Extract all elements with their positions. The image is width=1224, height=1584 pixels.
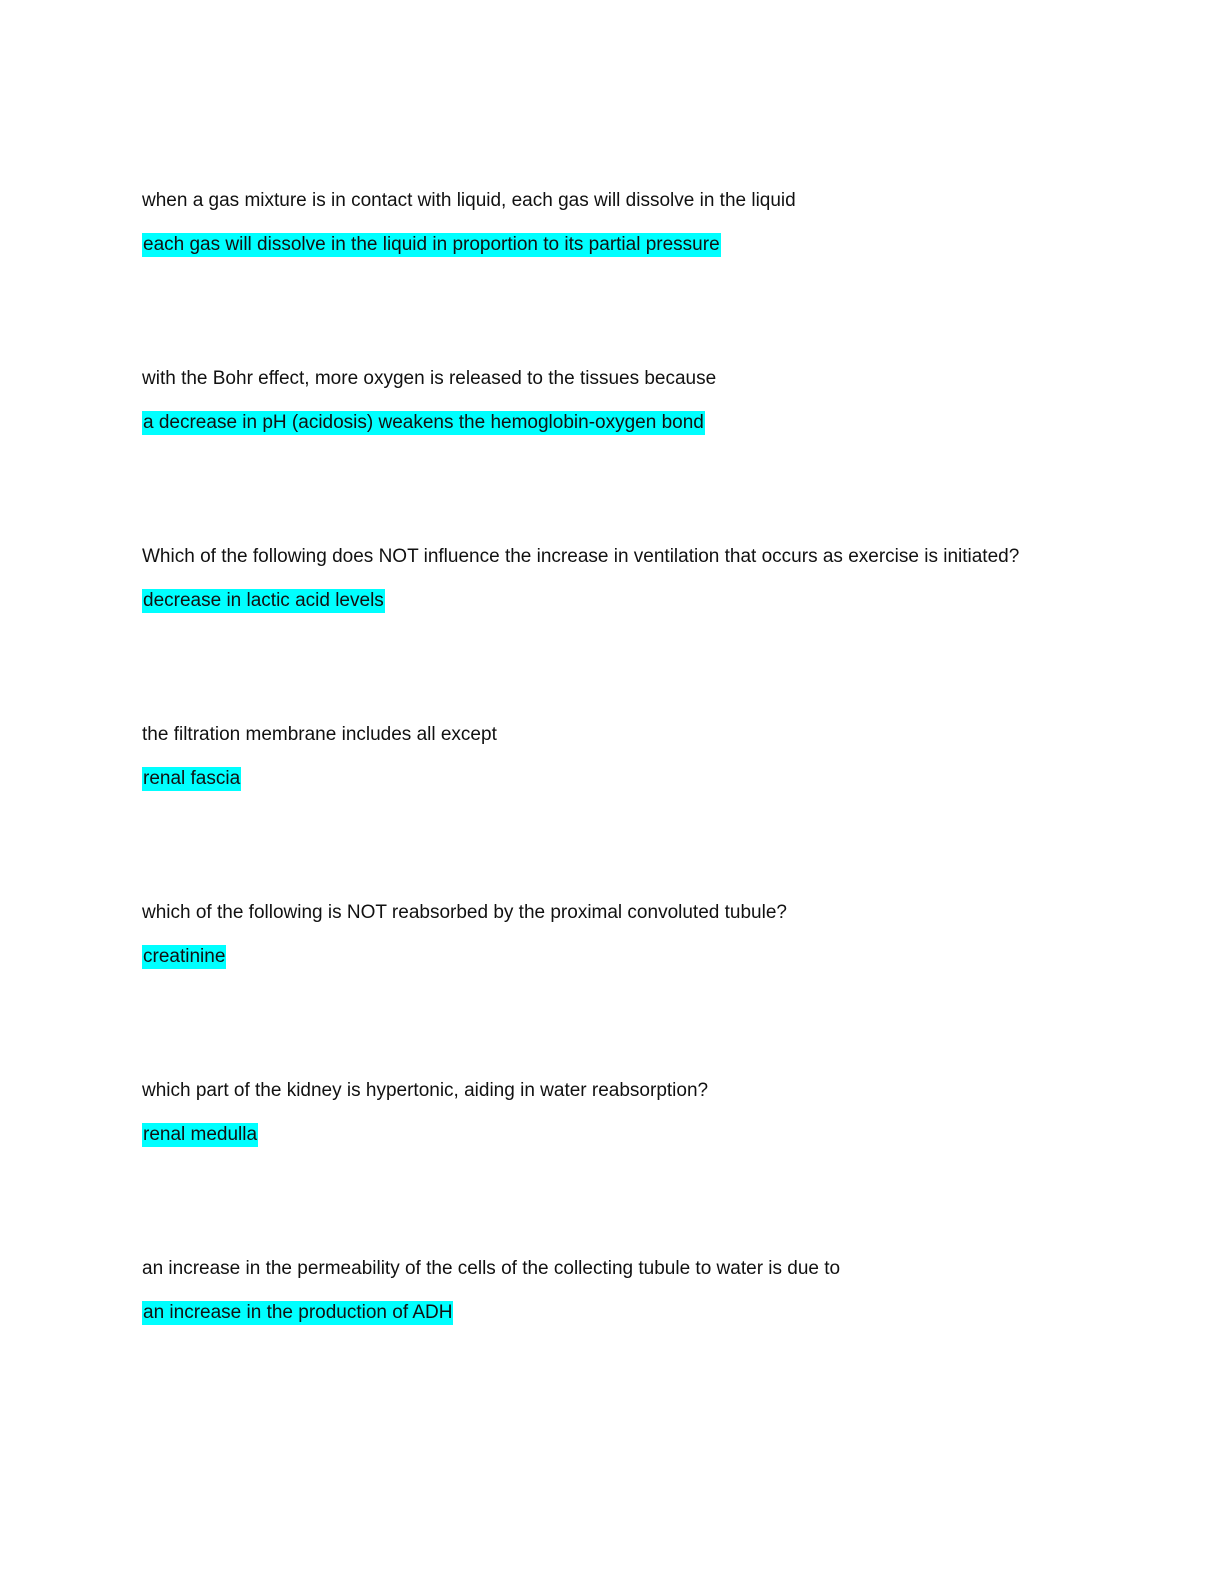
qa-item: [142, 189, 1102, 257]
qa-item: [142, 723, 1102, 791]
qa-item: [142, 545, 1102, 613]
qa-item: [142, 367, 1102, 435]
highlighted-answer: decrease in lactic acid levels: [143, 590, 384, 611]
qa-item: [142, 901, 1102, 969]
highlighted-answer: renal medulla: [143, 1124, 258, 1145]
qa-item: [142, 1079, 1102, 1147]
qa-item: [142, 1257, 1102, 1325]
question-text: when a gas mixture is in contact with liquid, each gas will dissolve in the liquid: [142, 190, 796, 211]
question-text: which part of the kidney is hypertonic, aiding in water reabsorption?: [142, 1080, 709, 1101]
highlighted-answer: creatinine: [143, 946, 226, 967]
highlighted-answer: renal fascia: [143, 768, 241, 789]
question-text: Which of the following does NOT influence the increase in ventilation that occurs as exercise is initiated?: [142, 546, 1020, 567]
question-text: with the Bohr effect, more oxygen is released to the tissues because: [142, 368, 717, 389]
highlighted-answer: an increase in the production of ADH: [143, 1302, 453, 1323]
question-text: which of the following is NOT reabsorbed by the proximal convoluted tubule?: [142, 902, 787, 923]
highlighted-answer: a decrease in pH (acidosis) weakens the hemoglobin-oxygen bond: [143, 412, 704, 433]
question-text: an increase in the permeability of the cells of the collecting tubule to water is due to: [142, 1258, 841, 1279]
highlighted-answer: each gas will dissolve in the liquid in proportion to its partial pressure: [143, 234, 720, 255]
question-text: the filtration membrane includes all except: [142, 724, 497, 745]
